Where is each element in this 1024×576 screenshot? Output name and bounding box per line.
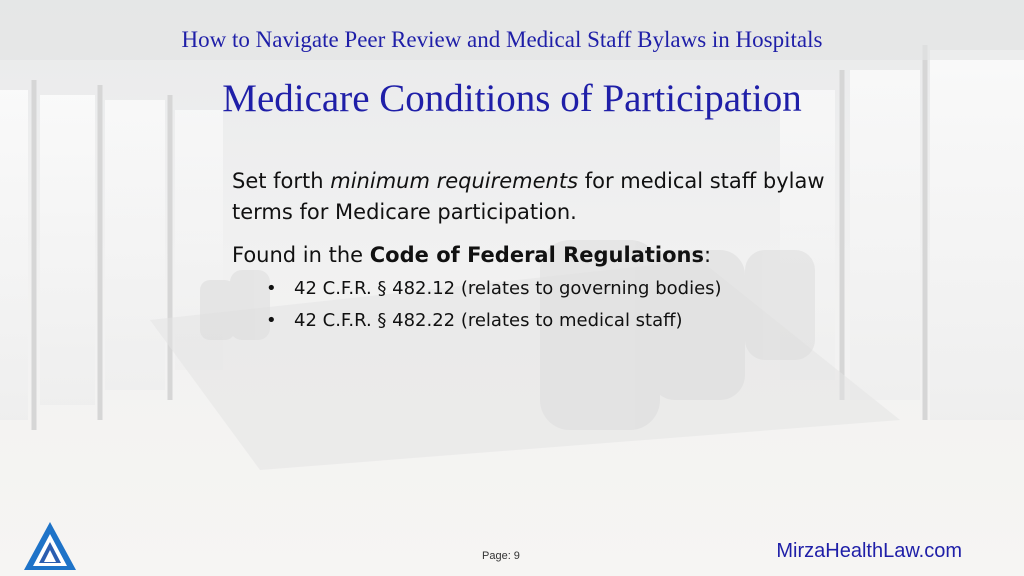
paragraph-text: Set forth [232,169,331,193]
slide-body [232,166,832,337]
website-link[interactable]: MirzaHealthLaw.com [776,540,962,562]
list-item: • 42 C.F.R. § 482.12 (relates to governing bodies) [266,273,832,305]
presentation-title: How to Navigate Peer Review and Medical Staff Bylaws in Hospitals [181,27,823,52]
paragraph-text: Found in the [232,243,370,267]
paragraph-text: : [704,243,712,267]
emphasized-text: minimum requirements [330,169,579,193]
list-item: • 42 C.F.R. § 482.22 (relates to medical staff) [266,305,832,337]
paragraph-regulations [232,240,832,271]
paragraph-text: for medical staff bylaw terms for Medicare participation. [232,169,825,224]
page-number: Page: 9 [482,550,520,562]
paragraph-requirements [232,166,832,228]
regulation-list [232,273,832,337]
triangle-logo-icon [22,520,78,572]
bold-text: Code of Federal Regulations [369,243,704,267]
slide-title: Medicare Conditions of Participation [222,77,802,120]
